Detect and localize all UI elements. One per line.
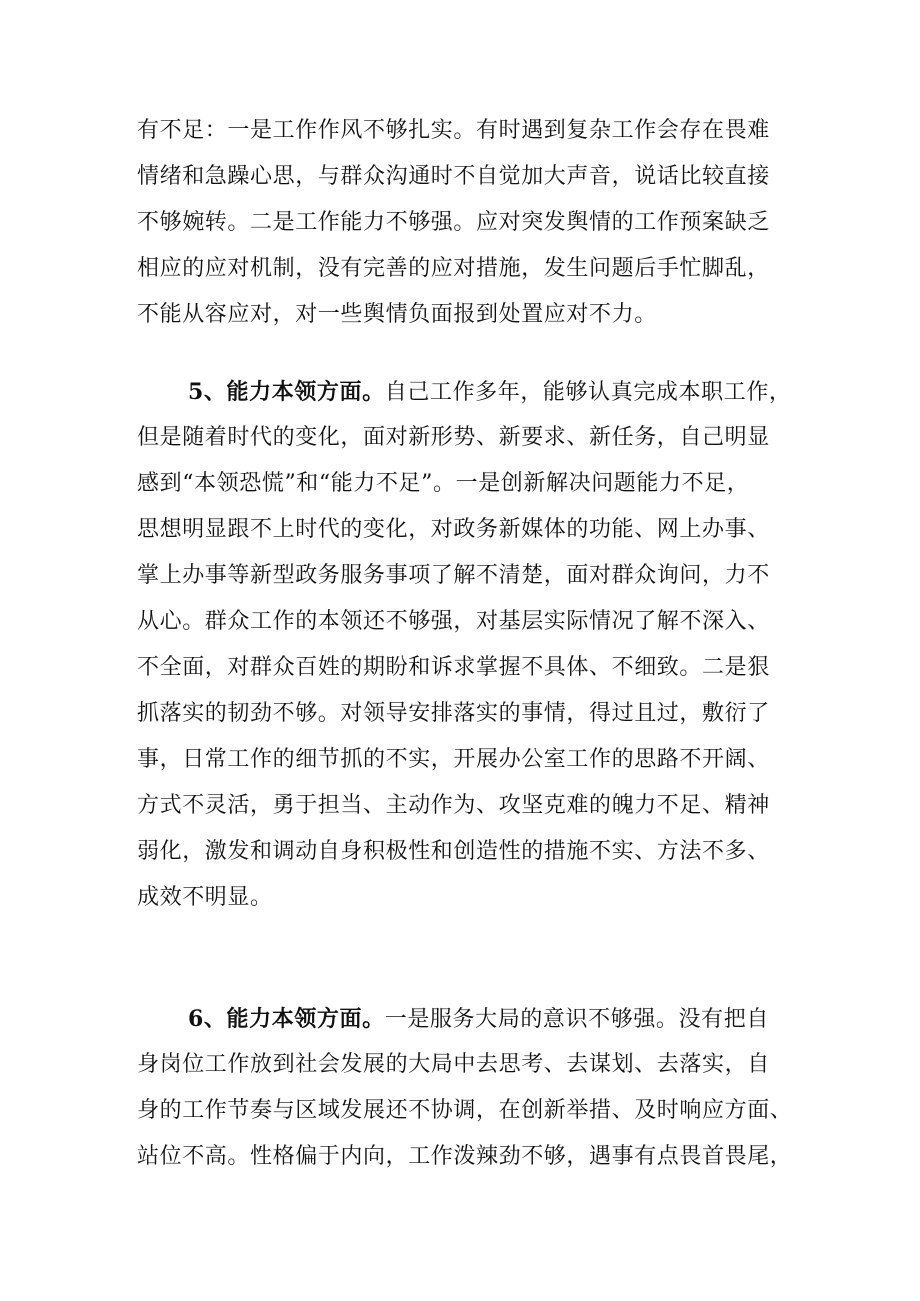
first-line (137, 369, 797, 415)
text-line: 感到“本领恐慌”和“能力不足”。一是创新解决问题能力不足， (137, 471, 750, 496)
paragraph-ability-5 (137, 369, 797, 921)
paragraph-work-style (137, 108, 797, 338)
text-line: 抓落实的韧劲不够。对领导安排落实的事情，得过且过，敷衍了 (137, 701, 770, 726)
text-line: 自己工作多年，能够认真完成本职工作， (384, 380, 792, 405)
text-line: 身岗位工作放到社会发展的大局中去思考、去谋划、去落实，自 (137, 1052, 770, 1077)
text-line: 有不足：一是工作作风不够扎实。有时遇到复杂工作会存在畏难 (137, 118, 770, 143)
text-line: 不全面，对群众百姓的期盼和诉求掌握不具体、不细致。二是狠 (137, 655, 770, 680)
section-heading: 6、能力本领方面。 (188, 1006, 385, 1032)
text-line: 但是随着时代的变化，面对新形势、新要求、新任务，自己明显 (137, 425, 770, 450)
text-line: 不够婉转。二是工作能力不够强。应对突发舆情的工作预案缺乏 (137, 210, 770, 235)
paragraph-ability-6 (137, 996, 797, 1180)
text-line: 相应的应对机制，没有完善的应对措施，发生问题后手忙脚乱， (137, 256, 770, 281)
text-line: 弱化，激发和调动自身积极性和创造性的措施不实、方法不多、 (137, 839, 770, 864)
text-line: 事，日常工作的细节抓的不实，开展办公室工作的思路不开阔、 (137, 747, 770, 772)
text-line: 方式不灵活，勇于担当、主动作为、攻坚克难的魄力不足、精神 (137, 793, 770, 818)
text-line: 掌上办事等新型政务服务事项了解不清楚，面对群众询问，力不 (137, 563, 770, 588)
text-line: 一是服务大局的意识不够强。没有把自 (384, 1007, 769, 1032)
text-line: 身的工作节奏与区域发展还不协调，在创新举措、及时响应方面、 (137, 1098, 793, 1123)
text-line: 不能从容应对，对一些舆情负面报到处置应对不力。 (137, 302, 657, 327)
section-heading: 5、能力本领方面。 (188, 379, 385, 405)
text-line: 成效不明显。 (137, 885, 273, 910)
text-line: 站位不高。性格偏于内向，工作泼辣劲不够，遇事有点畏首畏尾， (137, 1144, 793, 1169)
first-line (137, 996, 797, 1042)
text-line: 情绪和急躁心思，与群众沟通时不自觉加大声音，说话比较直接 (137, 164, 770, 189)
text-line: 从心。群众工作的本领还不够强，对基层实际情况了解不深入、 (137, 609, 770, 634)
text-line: 思想明显跟不上时代的变化，对政务新媒体的功能、网上办事、 (137, 517, 770, 542)
